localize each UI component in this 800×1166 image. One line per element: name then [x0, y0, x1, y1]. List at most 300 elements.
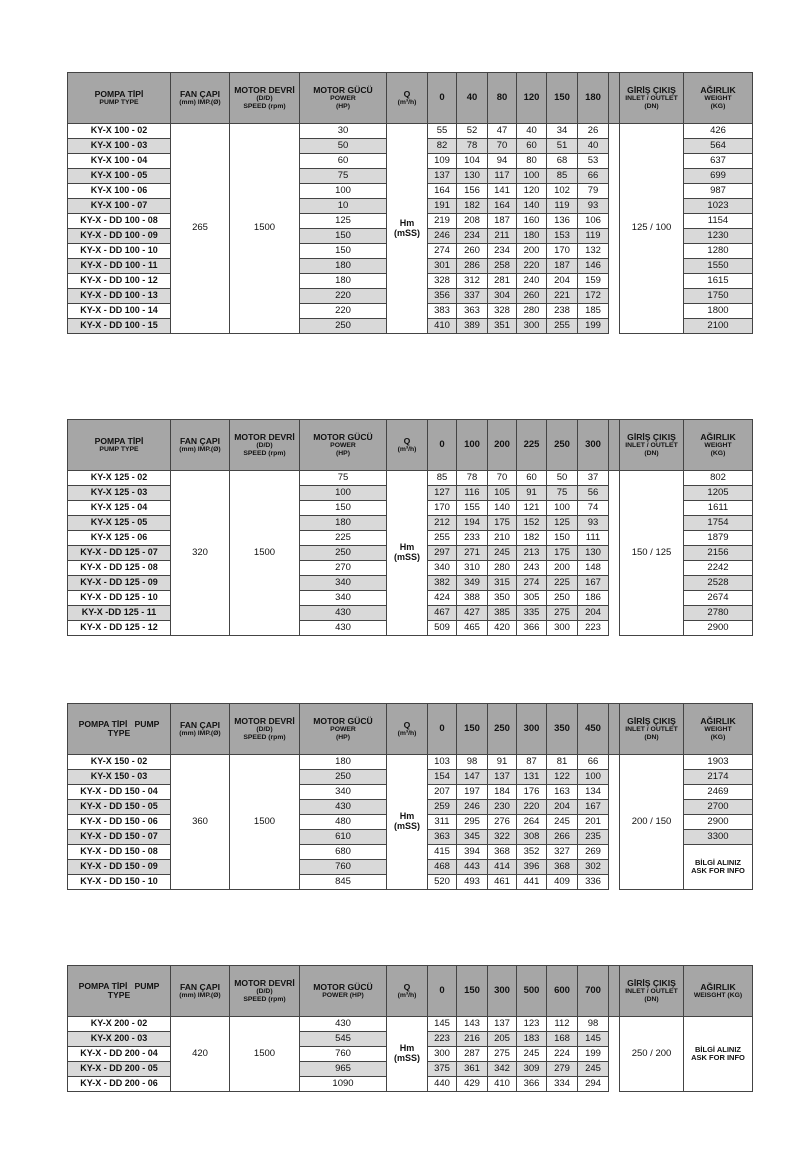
head-value: 259 — [428, 800, 457, 815]
header-q-value: 200 — [488, 420, 517, 471]
head-value: 385 — [488, 606, 517, 621]
head-value: 122 — [547, 770, 578, 785]
motor-speed: 1500 — [230, 124, 300, 334]
motor-power: 760 — [300, 1047, 387, 1062]
head-value: 120 — [517, 184, 547, 199]
head-value: 123 — [517, 1017, 547, 1032]
motor-power: 545 — [300, 1032, 387, 1047]
header-inlet-en: INLET / OUTLET — [625, 726, 678, 734]
head-value: 156 — [457, 184, 488, 199]
spacer — [609, 154, 620, 169]
header-speed-mid: (D/D) — [256, 988, 273, 996]
spacer — [609, 289, 620, 304]
head-value: 225 — [547, 576, 578, 591]
head-value: 182 — [457, 199, 488, 214]
header-motor-speed — [230, 704, 300, 755]
header-spacer — [609, 420, 620, 471]
head-value: 81 — [547, 755, 578, 770]
motor-power: 340 — [300, 591, 387, 606]
motor-speed: 1500 — [230, 1017, 300, 1092]
weight: 1750 — [684, 289, 753, 304]
head-value: 322 — [488, 830, 517, 845]
spacer — [609, 319, 620, 334]
head-value: 328 — [428, 274, 457, 289]
info-tr: BİLGİ ALINIZ — [695, 1044, 741, 1054]
spacer — [609, 471, 620, 486]
weight: 2100 — [684, 319, 753, 334]
head-value: 255 — [547, 319, 578, 334]
weight: 2780 — [684, 606, 753, 621]
head-value: 78 — [457, 139, 488, 154]
motor-power: 10 — [300, 199, 387, 214]
head-value: 175 — [488, 516, 517, 531]
header-q-value: 150 — [457, 966, 488, 1017]
head-value: 337 — [457, 289, 488, 304]
spacer — [609, 1017, 620, 1032]
head-value: 246 — [428, 229, 457, 244]
header-weight-unit: (KG) — [710, 449, 726, 457]
header-weight — [684, 73, 753, 124]
header-weight-tr: AĞIRLIK — [700, 715, 736, 726]
spacer — [609, 755, 620, 770]
spacer — [609, 124, 620, 139]
head-value: 352 — [517, 845, 547, 860]
head-value: 130 — [457, 169, 488, 184]
header-inlet-outlet — [620, 73, 684, 124]
head-label — [387, 471, 428, 636]
header-power-unit: (HP) — [336, 733, 350, 741]
spacer — [609, 606, 620, 621]
spacer — [609, 770, 620, 785]
head-value: 60 — [517, 471, 547, 486]
head-value: 55 — [428, 124, 457, 139]
head-value: 146 — [578, 259, 609, 274]
weight: 2469 — [684, 785, 753, 800]
spacer — [609, 1062, 620, 1077]
head-value: 493 — [457, 875, 488, 890]
header-weight-unit: (KG) — [710, 733, 726, 741]
header-inlet-tr: GİRİŞ ÇIKIŞ — [627, 977, 676, 988]
spacer — [609, 800, 620, 815]
spacer — [609, 591, 620, 606]
header-inlet-tr: GİRİŞ ÇIKIŞ — [627, 715, 676, 726]
head-value: 47 — [488, 124, 517, 139]
head-value: 414 — [488, 860, 517, 875]
header-q-unit: (m³/h) — [397, 991, 417, 999]
spacer — [609, 561, 620, 576]
header-flow — [387, 420, 428, 471]
head-value: 121 — [517, 501, 547, 516]
head-value: 410 — [488, 1077, 517, 1092]
head-value: 100 — [547, 501, 578, 516]
hm-label: Hm — [399, 811, 415, 822]
hm-unit: (mSS) — [393, 821, 420, 831]
head-value: 245 — [547, 815, 578, 830]
spacer — [609, 169, 620, 184]
head-value: 275 — [547, 606, 578, 621]
spacer — [609, 501, 620, 516]
header-q-value: 225 — [517, 420, 547, 471]
head-value: 164 — [488, 199, 517, 214]
head-value: 245 — [578, 1062, 609, 1077]
head-value: 53 — [578, 154, 609, 169]
head-value: 266 — [547, 830, 578, 845]
head-value: 91 — [488, 755, 517, 770]
head-value: 302 — [578, 860, 609, 875]
header-q-label: Q — [403, 719, 411, 730]
pump-model: KY-X - DD 100 - 13 — [68, 289, 171, 304]
motor-speed: 1500 — [230, 755, 300, 890]
pump-model: KY-X 100 - 04 — [68, 154, 171, 169]
head-value: 137 — [428, 169, 457, 184]
table-row — [68, 471, 753, 486]
spacer — [609, 214, 620, 229]
head-value: 79 — [578, 184, 609, 199]
motor-power: 610 — [300, 830, 387, 845]
header-weight — [684, 704, 753, 755]
header-weight-en: WEIGHT — [704, 95, 732, 103]
header-fan-en: (mm) IMP.(Ø) — [179, 445, 221, 453]
head-value: 258 — [488, 259, 517, 274]
weight: 2700 — [684, 800, 753, 815]
head-value: 245 — [517, 1047, 547, 1062]
head-value: 82 — [428, 139, 457, 154]
header-speed-tr: MOTOR DEVRİ — [234, 715, 295, 726]
header-weight-en: WEIGHT — [704, 726, 732, 734]
head-value: 420 — [488, 621, 517, 636]
head-value: 260 — [457, 244, 488, 259]
pump-model: KY-X - DD 100 - 09 — [68, 229, 171, 244]
motor-power: 250 — [300, 319, 387, 334]
header-motor-speed — [230, 73, 300, 124]
head-value: 213 — [517, 546, 547, 561]
weight: 637 — [684, 154, 753, 169]
head-value: 221 — [547, 289, 578, 304]
head-value: 105 — [488, 486, 517, 501]
head-value: 137 — [488, 1017, 517, 1032]
weight: 699 — [684, 169, 753, 184]
header-q-value: 0 — [428, 966, 457, 1017]
head-value: 363 — [428, 830, 457, 845]
head-value: 205 — [488, 1032, 517, 1047]
head-value: 204 — [547, 274, 578, 289]
head-value: 125 — [547, 516, 578, 531]
head-value: 154 — [428, 770, 457, 785]
header-inlet-en: INLET / OUTLET — [625, 988, 678, 996]
fan-diameter: 265 — [171, 124, 230, 334]
pump-model: KY-X -DD 125 - 11 — [68, 606, 171, 621]
head-value: 334 — [547, 1077, 578, 1092]
head-value: 26 — [578, 124, 609, 139]
info-en: ASK FOR INFO — [691, 866, 745, 875]
head-value: 160 — [517, 214, 547, 229]
hm-unit: (mSS) — [393, 227, 420, 238]
header-q-unit: (m³/h) — [397, 98, 417, 106]
weight: 1800 — [684, 304, 753, 319]
head-value: 224 — [547, 1047, 578, 1062]
head-value: 50 — [547, 471, 578, 486]
head-value: 461 — [488, 875, 517, 890]
pump-spec-table — [67, 419, 753, 636]
head-value: 328 — [488, 304, 517, 319]
hm-label: Hm — [399, 542, 415, 553]
head-value: 155 — [457, 501, 488, 516]
head-value: 34 — [547, 124, 578, 139]
header-q-value: 700 — [578, 966, 609, 1017]
weight: 2242 — [684, 561, 753, 576]
spacer — [609, 304, 620, 319]
head-value: 176 — [517, 785, 547, 800]
head-value: 143 — [457, 1017, 488, 1032]
head-value: 216 — [457, 1032, 488, 1047]
pump-model: KY-X 200 - 02 — [68, 1017, 171, 1032]
header-fan-diameter — [171, 704, 230, 755]
head-value: 279 — [547, 1062, 578, 1077]
spacer — [609, 830, 620, 845]
spacer — [609, 1047, 620, 1062]
weight: 2674 — [684, 591, 753, 606]
weight: 1205 — [684, 486, 753, 501]
head-value: 255 — [428, 531, 457, 546]
pump-model: KY-X 200 - 03 — [68, 1032, 171, 1047]
head-value: 194 — [457, 516, 488, 531]
head-value: 368 — [488, 845, 517, 860]
header-q-value: 250 — [488, 704, 517, 755]
head-value: 94 — [488, 154, 517, 169]
head-value: 98 — [457, 755, 488, 770]
motor-speed: 1500 — [230, 471, 300, 636]
head-value: 152 — [517, 516, 547, 531]
head-value: 100 — [517, 169, 547, 184]
header-power-unit: (HP) — [336, 102, 350, 110]
header-q-value: 300 — [578, 420, 609, 471]
weight: 1754 — [684, 516, 753, 531]
head-value: 91 — [517, 486, 547, 501]
head-value: 85 — [428, 471, 457, 486]
head-value: 78 — [457, 471, 488, 486]
spacer — [609, 845, 620, 860]
head-value: 429 — [457, 1077, 488, 1092]
spacer — [609, 860, 620, 875]
motor-power: 220 — [300, 304, 387, 319]
spacer — [609, 184, 620, 199]
header-fan-tr: FAN ÇAPI — [179, 88, 221, 99]
head-value: 243 — [517, 561, 547, 576]
head-value: 185 — [578, 304, 609, 319]
head-value: 207 — [428, 785, 457, 800]
header-pump-type-en: PUMP TYPE — [107, 980, 160, 1000]
head-value: 327 — [547, 845, 578, 860]
head-value: 219 — [428, 214, 457, 229]
pump-model: KY-X 100 - 03 — [68, 139, 171, 154]
head-value: 300 — [517, 319, 547, 334]
head-value: 70 — [488, 139, 517, 154]
head-value: 467 — [428, 606, 457, 621]
weight: 802 — [684, 471, 753, 486]
head-value: 150 — [547, 531, 578, 546]
header-power-tr: MOTOR GÜCÜ — [313, 715, 373, 726]
header-motor-power — [300, 73, 387, 124]
header-weight — [684, 420, 753, 471]
head-value: 441 — [517, 875, 547, 890]
head-value: 167 — [578, 800, 609, 815]
header-speed-mid: (D/D) — [256, 95, 273, 103]
head-value: 468 — [428, 860, 457, 875]
header-pump-type-tr: POMPA TİPİ — [94, 88, 144, 99]
head-value: 356 — [428, 289, 457, 304]
header-speed-mid: (D/D) — [256, 442, 273, 450]
weight: 1230 — [684, 229, 753, 244]
head-value: 159 — [578, 274, 609, 289]
header-weight-en: WEISGHT (KG) — [693, 991, 743, 999]
head-value: 170 — [428, 501, 457, 516]
header-q-label: Q — [403, 981, 411, 992]
pump-spec-table — [67, 965, 753, 1092]
motor-power: 430 — [300, 800, 387, 815]
pump-model: KY-X - DD 200 - 04 — [68, 1047, 171, 1062]
head-value: 220 — [517, 259, 547, 274]
head-value: 427 — [457, 606, 488, 621]
motor-power: 270 — [300, 561, 387, 576]
header-q-unit: (m³/h) — [397, 445, 417, 453]
head-value: 204 — [547, 800, 578, 815]
head-value: 312 — [457, 274, 488, 289]
head-value: 246 — [457, 800, 488, 815]
head-value: 68 — [547, 154, 578, 169]
motor-power: 1090 — [300, 1077, 387, 1092]
header-weight-tr: AĞIRLIK — [700, 431, 736, 442]
header-inlet-unit: (DN) — [644, 449, 659, 457]
pump-table-150 — [67, 703, 745, 890]
header-weight-tr: AĞIRLIK — [700, 981, 736, 992]
pump-model: KY-X - DD 150 - 08 — [68, 845, 171, 860]
head-value: 300 — [428, 1047, 457, 1062]
head-value: 145 — [578, 1032, 609, 1047]
spacer — [609, 229, 620, 244]
header-fan-diameter — [171, 966, 230, 1017]
pump-spec-table — [67, 72, 753, 334]
head-value: 182 — [517, 531, 547, 546]
motor-power: 430 — [300, 1017, 387, 1032]
head-value: 51 — [547, 139, 578, 154]
head-value: 264 — [517, 815, 547, 830]
head-value: 117 — [488, 169, 517, 184]
inlet-outlet: 150 / 125 — [620, 471, 684, 636]
head-value: 234 — [457, 229, 488, 244]
header-pump-type-label — [68, 720, 170, 739]
motor-power: 180 — [300, 274, 387, 289]
head-value: 345 — [457, 830, 488, 845]
head-value: 220 — [517, 800, 547, 815]
head-value: 389 — [457, 319, 488, 334]
head-value: 415 — [428, 845, 457, 860]
head-value: 40 — [578, 139, 609, 154]
pump-model: KY-X - DD 100 - 11 — [68, 259, 171, 274]
head-label — [387, 124, 428, 334]
header-pump-type — [68, 420, 171, 471]
header-speed-mid: (D/D) — [256, 726, 273, 734]
table-row — [68, 124, 753, 139]
head-value: 93 — [578, 199, 609, 214]
head-value: 137 — [488, 770, 517, 785]
inlet-outlet: 125 / 100 — [620, 124, 684, 334]
weight: 426 — [684, 124, 753, 139]
head-value: 310 — [457, 561, 488, 576]
head-value: 274 — [517, 576, 547, 591]
pump-model: KY-X - DD 125 - 07 — [68, 546, 171, 561]
header-speed-en: SPEED (rpm) — [243, 995, 286, 1003]
head-value: 104 — [457, 154, 488, 169]
motor-power: 75 — [300, 471, 387, 486]
header-weight-en: WEIGHT — [704, 442, 732, 450]
header-inlet-unit: (DN) — [644, 995, 659, 1003]
header-spacer — [609, 73, 620, 124]
hm-unit: (mSS) — [393, 1053, 420, 1063]
head-value: 140 — [517, 199, 547, 214]
header-weight — [684, 966, 753, 1017]
header-flow — [387, 704, 428, 755]
header-fan-tr: FAN ÇAPI — [179, 435, 221, 446]
head-value: 336 — [578, 875, 609, 890]
pump-model: KY-X 125 - 05 — [68, 516, 171, 531]
pump-model: KY-X - DD 200 - 06 — [68, 1077, 171, 1092]
head-value: 363 — [457, 304, 488, 319]
header-q-value: 300 — [488, 966, 517, 1017]
weight: 2528 — [684, 576, 753, 591]
head-value: 168 — [547, 1032, 578, 1047]
head-value: 382 — [428, 576, 457, 591]
header-inlet-outlet — [620, 420, 684, 471]
head-value: 509 — [428, 621, 457, 636]
head-value: 191 — [428, 199, 457, 214]
fan-diameter: 320 — [171, 471, 230, 636]
header-inlet-outlet — [620, 704, 684, 755]
head-value: 119 — [547, 199, 578, 214]
motor-power: 125 — [300, 214, 387, 229]
spacer — [609, 516, 620, 531]
header-speed-en: SPEED (rpm) — [243, 449, 286, 457]
head-value: 132 — [578, 244, 609, 259]
pump-model: KY-X 125 - 06 — [68, 531, 171, 546]
pump-table-100 — [67, 72, 736, 334]
head-value: 172 — [578, 289, 609, 304]
head-value: 520 — [428, 875, 457, 890]
header-spacer — [609, 966, 620, 1017]
header-fan-tr: FAN ÇAPI — [179, 981, 221, 992]
head-value: 295 — [457, 815, 488, 830]
header-motor-power — [300, 704, 387, 755]
header-inlet-tr: GİRİŞ ÇIKIŞ — [627, 84, 676, 95]
spacer — [609, 546, 620, 561]
head-value: 301 — [428, 259, 457, 274]
weight: 1154 — [684, 214, 753, 229]
head-value: 141 — [488, 184, 517, 199]
motor-power: 845 — [300, 875, 387, 890]
head-value: 351 — [488, 319, 517, 334]
inlet-outlet: 200 / 150 — [620, 755, 684, 890]
header-q-value: 120 — [517, 73, 547, 124]
motor-power: 680 — [300, 845, 387, 860]
head-value: 200 — [547, 561, 578, 576]
motor-power: 760 — [300, 860, 387, 875]
motor-power: 75 — [300, 169, 387, 184]
head-value: 274 — [428, 244, 457, 259]
pump-model: KY-X - DD 125 - 08 — [68, 561, 171, 576]
head-value: 315 — [488, 576, 517, 591]
header-motor-speed — [230, 966, 300, 1017]
spacer — [609, 785, 620, 800]
head-value: 440 — [428, 1077, 457, 1092]
